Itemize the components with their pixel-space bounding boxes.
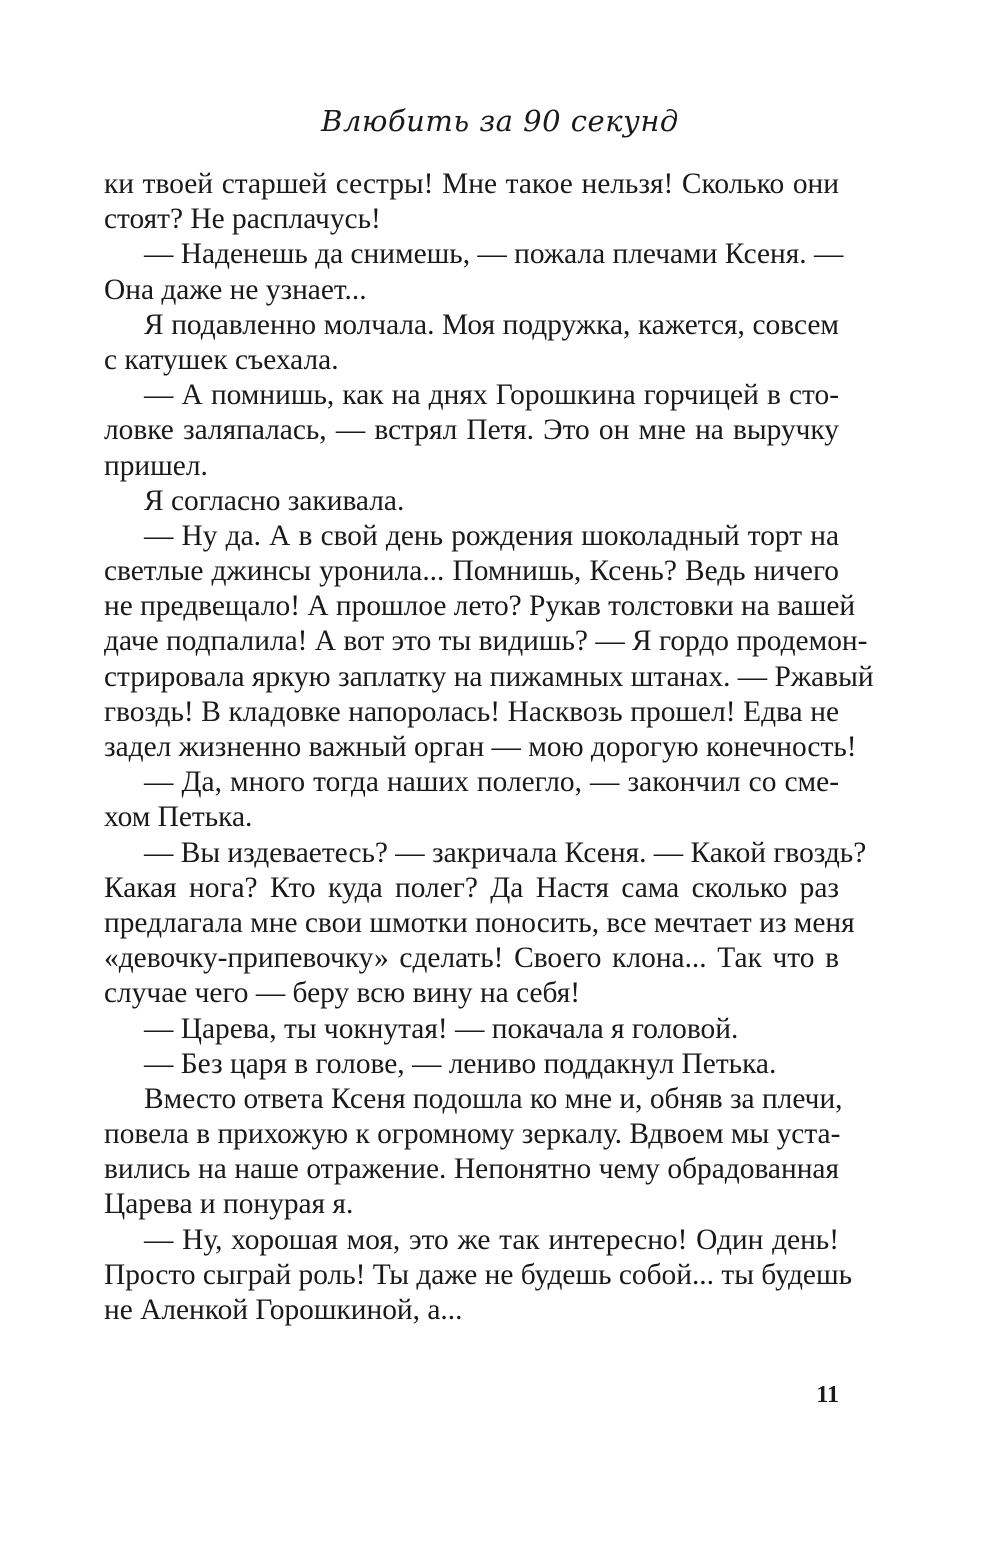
text-line: стоят? Не расплачусь!: [104, 203, 381, 236]
text-line: хом Петька.: [104, 801, 253, 834]
text-line: не предвещало! А прошлое лето? Рукав толстовки на вашей: [104, 590, 856, 623]
text-line: Вместо ответа Ксеня подошла ко мне и, обняв за плечи,: [144, 1082, 843, 1115]
text-line: Я подавленно молчала. Моя подружка, кажется, совсем: [144, 308, 839, 341]
running-header: Влюбить за 90 секунд: [321, 104, 679, 138]
text-line: — Ну, хорошая моя, это же так интересно! Один день!: [144, 1223, 839, 1256]
text-line: случае чего — беру всю вину на себя!: [104, 977, 581, 1010]
text-line: повела в прихожую к огромному зеркалу. Вдвоем мы уста-: [104, 1118, 841, 1151]
text-line: ки твоей старшей сестры! Мне такое нельзя! Сколько они: [104, 168, 839, 200]
text-line: — Вы издеваетесь? — закричала Ксеня. — Какой гвоздь?: [144, 836, 867, 869]
page-number: 11: [816, 1382, 839, 1408]
text-line: стрировала яркую заплатку на пижамных штанах. — Ржавый: [104, 660, 874, 693]
text-line: — Царева, ты чокнутая! — покачала я головой.: [144, 1012, 739, 1045]
text-line: Какая нога? Кто куда полег? Да Настя сама сколько раз: [104, 871, 839, 904]
text-line: — Без царя в голове, — лениво поддакнул Петька.: [144, 1047, 777, 1080]
text-line: Царева и понурая я.: [104, 1188, 354, 1221]
text-line: — Ну да. А в свой день рождения шоколадный торт на: [144, 519, 839, 552]
text-line: светлые джинсы уронила... Помнишь, Ксень? Ведь ничего: [104, 555, 839, 588]
text-line: — Наденешь да снимешь, — пожала плечами Ксеня. —: [144, 238, 844, 271]
text-line: ловке заляпалась, — встрял Петя. Это он мне на выручку: [104, 414, 839, 447]
text-line: с катушек съехала.: [104, 343, 339, 376]
text-line: предлагала мне свои шмотки поносить, все мечтает из меня: [104, 906, 855, 939]
text-line: гвоздь! В кладовке напоролась! Насквозь прошел! Едва не: [104, 695, 839, 728]
text-line: — А помнишь, как на днях Горошкина горчицей в сто-: [144, 379, 839, 412]
text-line: Она даже не узнает...: [104, 273, 367, 306]
text-line: пришел.: [104, 449, 208, 482]
text-line: «девочку-припевочку» сделать! Своего клона... Так что в: [104, 942, 839, 975]
text-line: Я согласно закивала.: [144, 484, 405, 517]
text-line: — Да, много тогда наших полегло, — закончил со сме-: [144, 766, 839, 799]
text-line: Просто сыграй роль! Ты даже не будешь собой... ты будешь: [104, 1258, 852, 1291]
body-text: [104, 167, 874, 1328]
text-line: вились на наше отражение. Непонятно чему обрадованная: [104, 1153, 839, 1186]
text-line: задел жизненно важный орган — мою дорогую конечность!: [104, 731, 857, 763]
text-line: даче подпалила! А вот это ты видишь? — Я гордо продемон-: [104, 625, 868, 658]
text-line: не Аленкой Горошкиной, а...: [104, 1294, 463, 1326]
